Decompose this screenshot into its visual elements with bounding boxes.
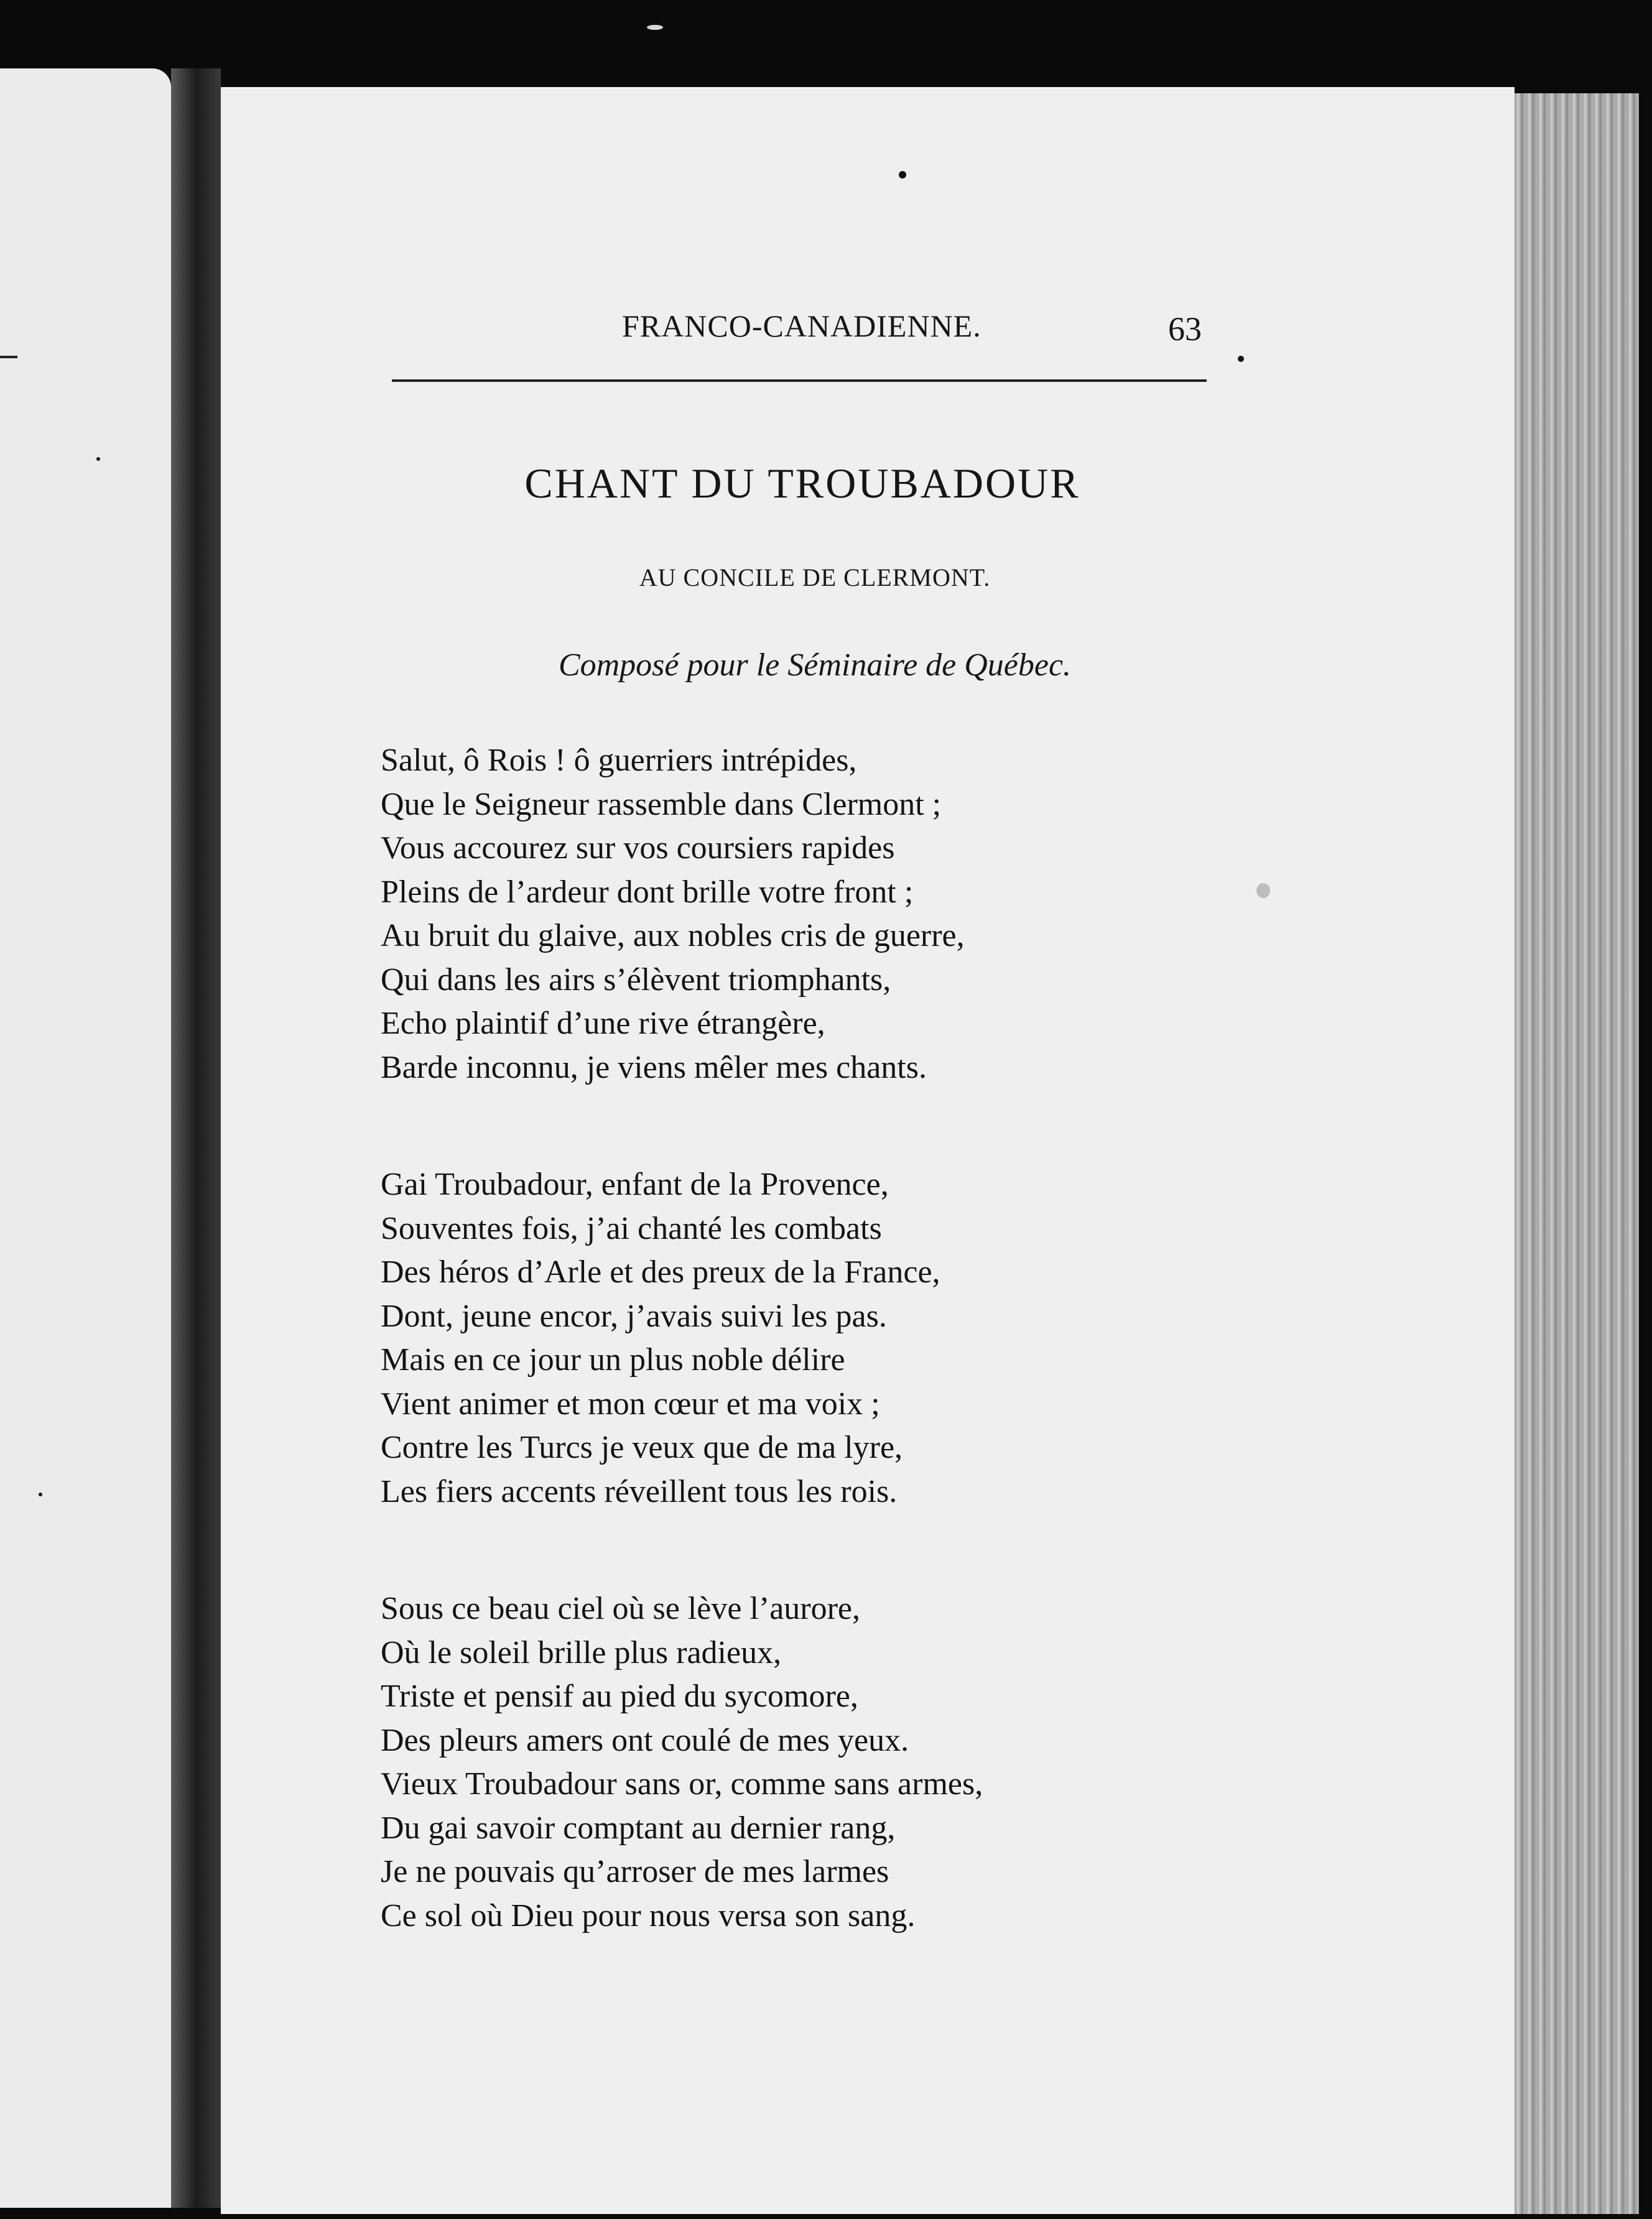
verse-line: Les fiers accents réveillent tous les rois. <box>381 1473 898 1509</box>
page-number: 63 <box>1168 310 1202 348</box>
verse-line: Contre les Turcs je veux que de ma lyre, <box>381 1430 903 1465</box>
poem-body <box>381 739 1189 2011</box>
verse-line: Echo plaintif d’une rive étrangère, <box>381 1006 825 1041</box>
verse-line: Dont, jeune encor, j’avais suivi les pas. <box>381 1298 887 1334</box>
verse-line: Mais en ce jour un plus noble délire <box>381 1342 845 1378</box>
verse-line: Du gai savoir comptant au dernier rang, <box>381 1810 896 1846</box>
verse-line: Des héros d’Arle et des preux de la France, <box>381 1254 940 1290</box>
verse-line: Des pleurs amers ont coulé de mes yeux. <box>381 1722 909 1758</box>
page-edges <box>1515 93 1639 2214</box>
verse-line: Salut, ô Rois ! ô guerriers intrépides, <box>381 743 857 778</box>
verse-line: Vieux Troubadour sans or, comme sans armes, <box>381 1766 983 1802</box>
verse-line: Vous accourez sur vos coursiers rapides <box>381 830 895 866</box>
header-rule <box>392 379 1207 382</box>
verse-line: Au bruit du glaive, aux nobles cris de guerre, <box>381 918 965 953</box>
book-gutter <box>171 68 221 2208</box>
scan-speck <box>39 1493 42 1496</box>
verse-line: Où le soleil brille plus radieux, <box>381 1634 782 1670</box>
verse-line: Vient animer et mon cœur et ma voix ; <box>381 1386 880 1422</box>
poem-title: CHANT DU TROUBADOUR <box>524 460 1080 507</box>
verse-line: Gai Troubadour, enfant de la Provence, <box>381 1167 889 1202</box>
stanza <box>381 1163 1189 1514</box>
verse-line: Barde inconnu, je viens mêler mes chants. <box>381 1049 927 1085</box>
scan-speck <box>899 171 906 178</box>
verse-line: Pleins de l’ardeur dont brille votre front ; <box>381 874 914 910</box>
verse-line: Sous ce beau ciel où se lève l’aurore, <box>381 1591 861 1626</box>
verse-line: Je ne pouvais qu’arroser de mes larmes <box>381 1854 889 1889</box>
stanza <box>381 1587 1189 1938</box>
poem-subtitle: AU CONCILE DE CLERMONT. <box>639 563 991 591</box>
verse-line: Ce sol où Dieu pour nous versa son sang. <box>381 1897 916 1934</box>
running-header: FRANCO-CANADIENNE. <box>622 308 981 343</box>
scan-speck <box>1256 883 1270 898</box>
left-page-mark <box>0 356 17 358</box>
verse-line: Qui dans les airs s’élèvent triomphants, <box>381 961 891 998</box>
stanza <box>381 739 1189 1090</box>
scan-speck <box>1238 356 1244 362</box>
poem-dedication: Composé pour le Séminaire de Québec. <box>558 647 1072 683</box>
verse-line: Triste et pensif au pied du sycomore, <box>381 1679 858 1714</box>
verse-line: Souventes fois, j’ai chanté les combats <box>381 1210 882 1246</box>
scan-speck <box>96 457 100 461</box>
scan-speck <box>647 25 663 30</box>
verse-line: Que le Seigneur rassemble dans Clermont ; <box>381 786 942 822</box>
left-page-edge <box>0 68 171 2208</box>
